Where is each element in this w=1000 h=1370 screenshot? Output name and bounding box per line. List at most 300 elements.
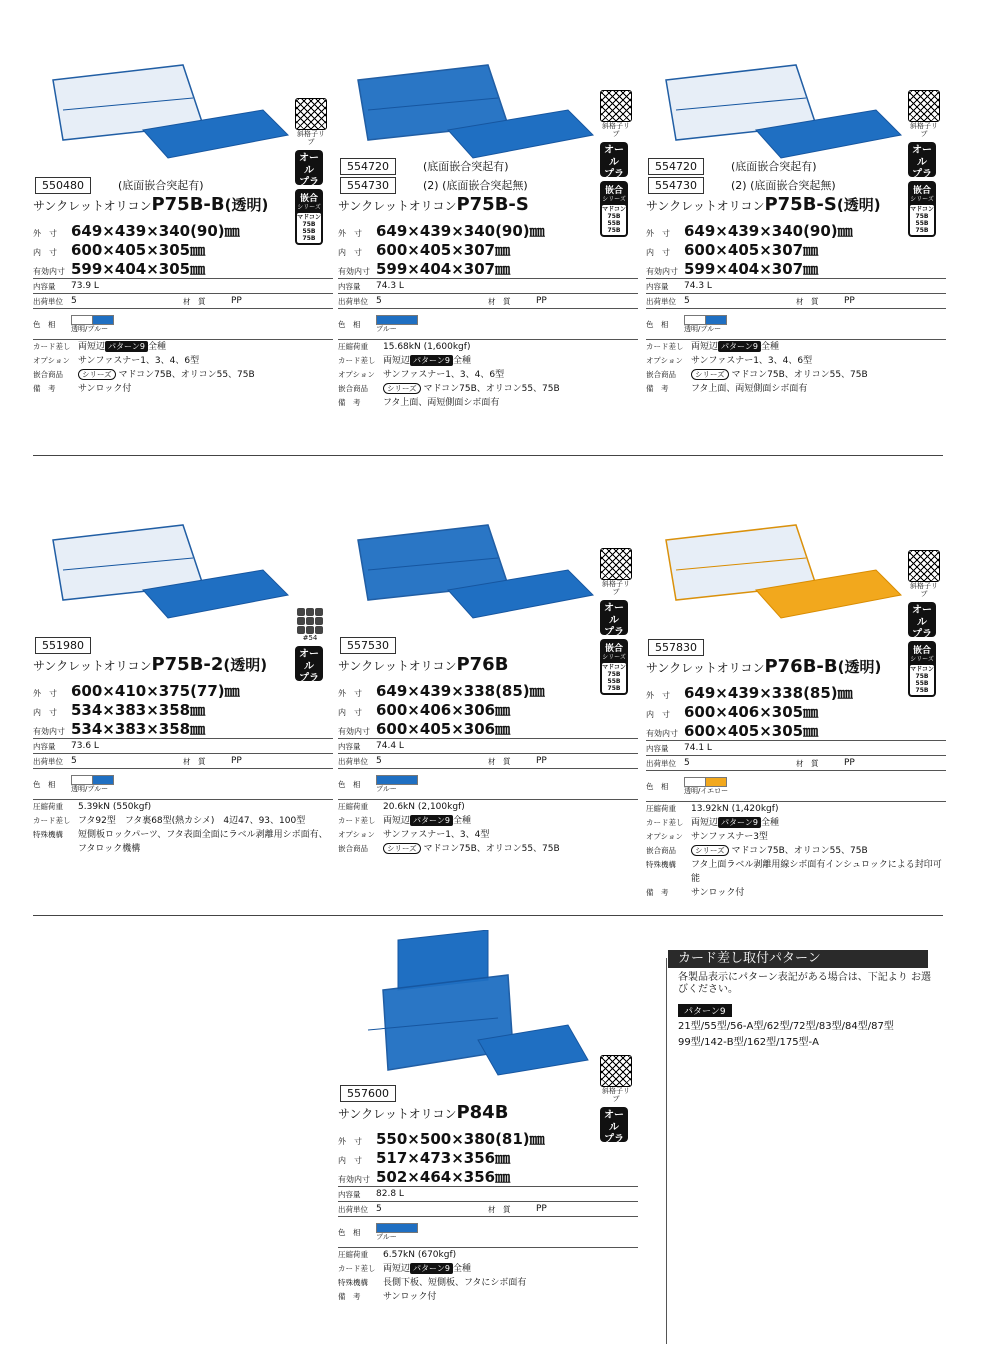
dimension-label: 有効内寸 — [646, 267, 678, 276]
dimension-row — [338, 699, 638, 718]
material-label: 材 質 — [183, 296, 206, 306]
capacity-value: 82.8 L — [376, 1189, 404, 1199]
dimension-value: 649×439×338(85)㎜ — [684, 684, 853, 702]
spec-text: フタ上面、両短側面シボ面有 — [383, 398, 500, 408]
color-row — [33, 769, 333, 800]
spec-value — [383, 828, 638, 842]
capacity-label: 内容量 — [338, 281, 361, 291]
dimension-value: 534×383×358㎜ — [71, 720, 206, 738]
lattice-rib-icon — [600, 90, 632, 122]
nesting-badge-title: 嵌合 — [604, 644, 623, 654]
dimension-label: 外 寸 — [646, 229, 670, 238]
color-row — [338, 309, 638, 340]
nesting-badge-series: シリーズ — [297, 204, 321, 211]
product-card — [338, 470, 638, 910]
dimension-row — [33, 699, 333, 718]
spec-label: 嵌合商品 — [33, 370, 63, 379]
spec-row — [33, 800, 333, 814]
spec-label: 備 考 — [33, 384, 56, 393]
product-code-note: (底面嵌合突起有) — [423, 160, 509, 173]
spec-label: カード差し — [646, 342, 684, 351]
color-swatch — [706, 315, 727, 325]
spec-row — [338, 396, 638, 410]
spec-value — [78, 354, 333, 368]
dimension-row — [33, 239, 333, 258]
spec-label: オプション — [338, 830, 375, 839]
spec-text: サンファスナー1、3、4型 — [383, 830, 490, 840]
spec-table — [646, 278, 946, 340]
capacity-value: 73.9 L — [71, 281, 99, 291]
spec-details — [646, 802, 946, 900]
nesting-item: 75B — [607, 685, 621, 692]
color-swatches — [71, 775, 114, 794]
spec-value — [383, 1262, 638, 1276]
dimension-label: 内 寸 — [33, 708, 57, 717]
spec-text: 5.39kN (550kgf) — [78, 802, 152, 812]
dimensions — [646, 220, 946, 277]
spec-value — [383, 382, 638, 396]
spec-value — [691, 354, 946, 368]
spec-text: フタ上面、両短側面シボ面有 — [691, 384, 808, 394]
lattice-rib-caption: 斜格子リブ — [297, 130, 325, 146]
product-code: 557830 — [648, 639, 704, 656]
color-row — [646, 309, 946, 340]
capacity-row — [338, 1187, 638, 1202]
spec-label: 特殊機構 — [646, 860, 676, 869]
pattern-54-icon — [295, 608, 325, 634]
color-label: 色 相 — [33, 319, 56, 329]
spec-row — [338, 800, 638, 814]
product-name — [338, 194, 529, 215]
nesting-badge-series: シリーズ — [910, 656, 934, 663]
lattice-rib-caption: 斜格子リブ — [602, 1087, 630, 1103]
spec-row — [33, 340, 333, 354]
dimension-label: 外 寸 — [33, 229, 57, 238]
spec-label: カード差し — [338, 356, 376, 365]
spec-row — [338, 340, 638, 354]
material-cell — [796, 296, 946, 307]
spec-row — [646, 368, 946, 382]
nesting-badge-title: 嵌合 — [299, 194, 318, 204]
spec-label: 嵌合商品 — [338, 384, 368, 393]
spec-pre: 両短辺 — [383, 356, 411, 366]
material-cell — [183, 296, 333, 307]
dimension-value: 600×406×305㎜ — [684, 703, 819, 721]
dimension-value: 550×500×380(81)㎜ — [376, 1130, 545, 1148]
dimension-label: 有効内寸 — [33, 267, 65, 276]
spec-value — [691, 886, 946, 900]
product-code: 554720 — [648, 158, 704, 175]
spec-table — [338, 738, 638, 800]
dimension-label: 内 寸 — [338, 1156, 362, 1165]
capacity-label: 内容量 — [338, 741, 361, 751]
nesting-badge-series: シリーズ — [602, 196, 626, 203]
color-caption: ブルー — [376, 1232, 397, 1241]
spec-label: 特殊機構 — [33, 830, 63, 839]
dimension-value: 599×404×307㎜ — [684, 260, 819, 278]
spec-post: 全種 — [760, 818, 779, 828]
spec-value — [691, 830, 946, 844]
color-caption: 透明/イエロー — [684, 786, 729, 795]
unit-label: 出荷単位 — [646, 296, 676, 306]
spec-details — [646, 340, 946, 396]
unit-value: 5 — [684, 758, 690, 768]
spec-text: 6.57kN (670kgf) — [383, 1250, 457, 1260]
spec-row — [33, 354, 333, 368]
spec-table — [646, 740, 946, 802]
model-number: P84B — [456, 1102, 509, 1123]
spec-badges — [600, 90, 634, 237]
spec-text: 13.92kN (1,420kgf) — [691, 804, 779, 814]
spec-label: カード差し — [33, 816, 71, 825]
dimension-row — [338, 239, 638, 258]
lattice-rib-caption: 斜格子リブ — [602, 122, 630, 138]
dimensions — [33, 680, 333, 737]
spec-row — [646, 844, 946, 858]
color-swatch — [706, 777, 727, 787]
capacity-label: 内容量 — [646, 281, 669, 291]
spec-value — [383, 1290, 638, 1304]
unit-value: 5 — [376, 756, 382, 766]
all-plastic-badge: オール プラ — [908, 602, 936, 637]
nesting-item: 55B — [915, 680, 929, 687]
pattern-tag: パターン9 — [410, 1263, 453, 1274]
lattice-rib-caption: 斜格子リブ — [910, 582, 938, 598]
spec-text: サンロック付 — [383, 1292, 437, 1302]
capacity-value: 73.6 L — [71, 741, 99, 751]
spec-value — [383, 842, 638, 856]
material-value: PP — [536, 755, 547, 766]
spec-row — [338, 814, 638, 828]
product-photo — [33, 470, 333, 630]
color-label: 色 相 — [338, 779, 361, 789]
capacity-row — [646, 741, 946, 756]
color-swatches — [71, 315, 114, 334]
spec-row — [338, 354, 638, 368]
dimension-value: 502×464×356㎜ — [376, 1168, 511, 1186]
color-label: 色 相 — [338, 1227, 361, 1237]
name-prefix: サンクレットオリコン — [646, 661, 765, 675]
dimension-value: 534×383×358㎜ — [71, 701, 206, 719]
unit-label: 出荷単位 — [338, 756, 368, 766]
unit-value: 5 — [684, 296, 690, 306]
spec-label: 備 考 — [646, 888, 669, 897]
nesting-item: 55B — [915, 220, 929, 227]
unit-label: 出荷単位 — [646, 758, 676, 768]
dimension-value: 600×406×306㎜ — [376, 701, 511, 719]
spec-label: カード差し — [33, 342, 71, 351]
product-card — [338, 10, 638, 450]
spec-label: オプション — [33, 356, 70, 365]
dimension-row — [338, 718, 638, 737]
spec-label: オプション — [646, 356, 683, 365]
pattern-tag: パターン9 — [718, 817, 761, 828]
pattern-tag: パターン9 — [410, 815, 453, 826]
color-row — [338, 1217, 638, 1248]
nesting-item: マドコン75B — [297, 214, 321, 228]
dimension-row — [33, 220, 333, 239]
spec-pre: 両短辺 — [383, 816, 411, 826]
product-code: 550480 — [35, 177, 91, 194]
name-prefix: サンクレットオリコン — [33, 659, 152, 673]
lattice-rib-caption: 斜格子リブ — [910, 122, 938, 138]
capacity-value: 74.1 L — [684, 743, 712, 753]
pattern-heading: カード差し取付パターン — [668, 950, 928, 968]
spec-row — [33, 828, 333, 856]
material-cell — [796, 758, 946, 769]
capacity-label: 内容量 — [33, 741, 56, 751]
color-row — [338, 769, 638, 800]
product-code: 551980 — [35, 637, 91, 654]
spec-text: サンファスナー1、3、4、6型 — [78, 356, 200, 366]
nesting-item: マドコン75B — [910, 666, 934, 680]
product-code-note: (底面嵌合突起有) — [731, 160, 817, 173]
model-number: P76B-B — [764, 656, 838, 677]
dimension-label: 有効内寸 — [33, 727, 65, 736]
spec-label: 備 考 — [338, 398, 361, 407]
pattern-list-line-2: 99型/142-B型/162型/175型-A — [678, 1037, 820, 1048]
spec-text: サンファスナー1、3、4、6型 — [691, 356, 813, 366]
capacity-label: 内容量 — [646, 743, 669, 753]
dimension-row — [33, 258, 333, 277]
product-photo — [338, 10, 638, 170]
color-label: 色 相 — [646, 781, 669, 791]
nesting-item: 75B — [915, 227, 929, 234]
dimension-row — [338, 220, 638, 239]
dimension-value: 600×405×307㎜ — [684, 241, 819, 259]
material-label: 材 質 — [796, 758, 819, 768]
spec-row — [338, 1276, 638, 1290]
spec-badges — [908, 550, 942, 697]
lattice-rib-icon — [600, 1055, 632, 1087]
capacity-value: 74.3 L — [376, 281, 404, 291]
color-swatch — [93, 775, 114, 785]
spec-value — [78, 368, 333, 382]
spec-row — [338, 842, 638, 856]
spec-label: オプション — [646, 832, 683, 841]
spec-label: 特殊機構 — [338, 1278, 368, 1287]
dimension-value: 599×404×305㎜ — [71, 260, 206, 278]
name-prefix: サンクレットオリコン — [338, 659, 457, 673]
spec-value — [691, 802, 946, 816]
spec-row — [646, 340, 946, 354]
spec-value — [383, 1248, 638, 1262]
model-number: P76B — [456, 654, 509, 675]
spec-row — [33, 814, 333, 828]
product-code: 557530 — [340, 637, 396, 654]
nesting-item: マドコン75B — [910, 206, 934, 220]
color-swatches — [376, 1223, 418, 1242]
all-plastic-badge: オール プラ — [600, 1107, 628, 1142]
spec-row — [338, 1262, 638, 1276]
spec-label: オプション — [338, 370, 375, 379]
material-label: 材 質 — [488, 756, 511, 766]
all-plastic-badge: オール プラ — [295, 646, 323, 681]
dimension-value: 600×405×305㎜ — [71, 241, 206, 259]
spec-value — [691, 368, 946, 382]
spec-text: サンファスナー3型 — [691, 832, 768, 842]
spec-text: 長側下板、短側板、フタにシボ面有 — [383, 1278, 527, 1288]
pattern-tag: パターン9 — [410, 355, 453, 366]
capacity-label: 内容量 — [338, 1189, 361, 1199]
model-number: P75B-S — [764, 194, 837, 215]
dimension-label: 内 寸 — [646, 248, 670, 257]
color-swatch — [71, 315, 93, 325]
capacity-row — [338, 739, 638, 754]
dimension-row — [338, 258, 638, 277]
product-code-note: (底面嵌合突起有) — [118, 179, 204, 192]
lattice-rib-icon — [295, 98, 327, 130]
dimensions — [646, 682, 946, 739]
nesting-item: 75B — [607, 227, 621, 234]
spec-text: フタ上面ラベル剥離用線シボ面有インシュロックによる封印可能 — [691, 860, 942, 884]
spec-details — [33, 340, 333, 396]
nesting-item: 55B — [607, 220, 621, 227]
dimension-row — [33, 680, 333, 699]
material-label: 材 質 — [488, 1204, 511, 1214]
pattern-tag: パターン9 — [678, 1004, 732, 1017]
spec-text: サンロック付 — [691, 888, 745, 898]
spec-badges — [295, 608, 329, 684]
divider-1 — [33, 455, 943, 456]
spec-details — [338, 800, 638, 856]
all-plastic-badge: オール プラ — [295, 150, 323, 185]
spec-value — [78, 382, 333, 396]
unit-label: 出荷単位 — [33, 756, 63, 766]
spec-text: フタ92型 フタ裏68型(熱カシメ) 4辺47、93、100型 — [78, 816, 306, 826]
lattice-rib-icon — [600, 548, 632, 580]
dimension-label: 外 寸 — [338, 689, 362, 698]
spec-label: 嵌合商品 — [646, 370, 676, 379]
all-plastic-badge: オール プラ — [600, 142, 628, 177]
product-code-note: (2) (底面嵌合突起無) — [731, 179, 836, 192]
material-cell — [183, 756, 333, 767]
dimension-value: 600×405×305㎜ — [684, 722, 819, 740]
spec-row — [338, 382, 638, 396]
spec-post: 全種 — [452, 1264, 471, 1274]
spec-row — [338, 1248, 638, 1262]
spec-value — [691, 816, 946, 830]
product-name — [646, 656, 881, 677]
spec-badges — [600, 548, 634, 695]
dimension-row — [33, 718, 333, 737]
spec-pre: 両短辺 — [691, 342, 719, 352]
spec-details — [338, 340, 638, 410]
material-value: PP — [231, 295, 242, 306]
all-plastic-badge: オール プラ — [908, 142, 936, 177]
spec-value — [78, 814, 333, 828]
product-name — [33, 194, 268, 215]
color-row — [33, 309, 333, 340]
nesting-item: マドコン75B — [602, 206, 626, 220]
dimension-value: 600×405×306㎜ — [376, 720, 511, 738]
capacity-row — [33, 739, 333, 754]
color-swatches — [376, 315, 418, 334]
product-card — [646, 470, 946, 910]
pattern-54-badge — [295, 608, 325, 642]
spec-badges — [908, 90, 942, 237]
spec-table — [33, 738, 333, 800]
color-caption: 透明/ブルー — [684, 324, 722, 333]
spec-details — [338, 1248, 638, 1304]
material-label: 材 質 — [796, 296, 819, 306]
product-code: 554730 — [648, 177, 704, 194]
unit-row — [338, 1202, 638, 1217]
color-row — [646, 771, 946, 802]
capacity-value: 74.4 L — [376, 741, 404, 751]
spec-details — [33, 800, 333, 856]
spec-row — [646, 858, 946, 886]
material-value: PP — [844, 295, 855, 306]
spec-label: カード差し — [338, 816, 376, 825]
spec-value — [691, 340, 946, 354]
product-photo — [646, 10, 946, 170]
spec-text: サンロック付 — [78, 384, 132, 394]
material-value: PP — [231, 755, 242, 766]
dimension-label: 外 寸 — [646, 691, 670, 700]
divider-2 — [33, 915, 943, 916]
nesting-badge-series: シリーズ — [910, 196, 934, 203]
spec-row — [646, 816, 946, 830]
color-swatch — [71, 775, 93, 785]
dimension-label: 有効内寸 — [338, 1175, 370, 1184]
color-label: 色 相 — [646, 319, 669, 329]
spec-table — [338, 278, 638, 340]
spec-row — [646, 830, 946, 844]
spec-text: 短側板ロックパーツ、フタ表面全面にラベル剥離用シボ面有、フタロック機構 — [78, 830, 328, 854]
spec-pre: 両短辺 — [78, 342, 106, 352]
spec-value — [78, 800, 333, 814]
dimension-label: 外 寸 — [338, 229, 362, 238]
color-swatch — [93, 315, 114, 325]
spec-post: 全種 — [760, 342, 779, 352]
unit-value: 5 — [376, 1204, 382, 1214]
nesting-badge-series: シリーズ — [602, 654, 626, 661]
spec-row — [646, 886, 946, 900]
spec-post: 全種 — [147, 342, 166, 352]
color-label: 色 相 — [338, 319, 361, 329]
name-prefix: サンクレットオリコン — [338, 199, 457, 213]
capacity-row — [338, 279, 638, 294]
name-prefix: サンクレットオリコン — [646, 199, 765, 213]
product-card — [33, 470, 333, 910]
spec-table — [33, 278, 333, 340]
dimension-row — [646, 720, 946, 739]
product-code-note: (2) (底面嵌合突起無) — [423, 179, 528, 192]
material-cell — [488, 1204, 638, 1215]
nesting-item: 75B — [302, 235, 316, 242]
dimensions — [338, 680, 638, 737]
card-pattern-panel — [666, 950, 941, 1051]
dimension-label: 有効内寸 — [338, 727, 370, 736]
material-value: PP — [536, 295, 547, 306]
spec-label: 備 考 — [646, 384, 669, 393]
nesting-badge-title: 嵌合 — [912, 186, 931, 196]
spec-value — [383, 1276, 638, 1290]
dimension-row — [646, 239, 946, 258]
all-plastic-badge: オール プラ — [600, 600, 628, 635]
capacity-row — [33, 279, 333, 294]
spec-label: 圧縮荷重 — [338, 1250, 368, 1259]
spec-row — [646, 802, 946, 816]
unit-row — [338, 754, 638, 769]
model-suffix: (透明) — [837, 658, 882, 676]
spec-row — [646, 382, 946, 396]
spec-label: 嵌合商品 — [338, 844, 368, 853]
dimension-row — [646, 258, 946, 277]
pattern-tag: パターン9 — [718, 341, 761, 352]
product-photo — [646, 470, 946, 630]
